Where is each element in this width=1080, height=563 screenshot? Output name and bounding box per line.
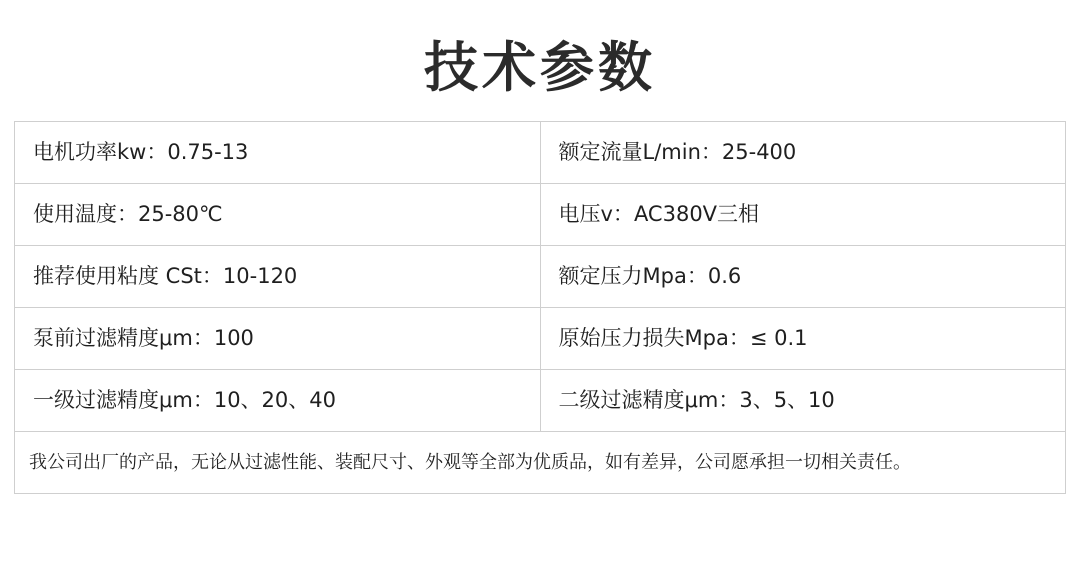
spec-label: 电机功率kw： bbox=[33, 140, 168, 165]
spec-cell bbox=[540, 308, 1066, 370]
spec-cell bbox=[15, 184, 541, 246]
table-row-note bbox=[15, 432, 1066, 494]
page-title: 技术参数 bbox=[424, 36, 656, 99]
spec-cell bbox=[15, 370, 541, 432]
spec-cell bbox=[15, 122, 541, 184]
spec-label: 使用温度： bbox=[33, 202, 138, 227]
spec-value: 25-400 bbox=[721, 140, 797, 165]
spec-value: 0.75-13 bbox=[167, 140, 249, 165]
spec-label: 原始压力损失Mpa： bbox=[558, 326, 750, 351]
spec-label: 额定压力Mpa： bbox=[558, 264, 708, 289]
spec-label: 一级过滤精度μm： bbox=[33, 388, 214, 413]
spec-cell bbox=[540, 184, 1066, 246]
table-row bbox=[15, 122, 1066, 184]
spec-cell bbox=[540, 122, 1066, 184]
spec-label: 额定流量L/min： bbox=[558, 140, 722, 165]
quality-note: 我公司出厂的产品，无论从过滤性能、装配尺寸、外观等全部为优质品，如有差异，公司愿承担一切相关责任。 bbox=[15, 432, 1066, 494]
spec-value: 10、20、40 bbox=[213, 388, 336, 413]
spec-value: AC380V三相 bbox=[633, 202, 760, 227]
spec-cell bbox=[15, 308, 541, 370]
spec-value: 3、5、10 bbox=[739, 388, 835, 413]
spec-label: 电压v： bbox=[558, 202, 634, 227]
table-row bbox=[15, 308, 1066, 370]
spec-value: ≤ 0.1 bbox=[749, 326, 808, 351]
spec-cell bbox=[540, 246, 1066, 308]
spec-cell bbox=[15, 246, 541, 308]
spec-value: 0.6 bbox=[707, 264, 742, 289]
spec-label: 推荐使用粘度 CSt： bbox=[33, 264, 223, 289]
spec-label: 泵前过滤精度μm： bbox=[33, 326, 214, 351]
spec-value: 10-120 bbox=[222, 264, 298, 289]
spec-value: 100 bbox=[213, 326, 254, 351]
spec-value: 25-80℃ bbox=[138, 202, 223, 227]
table-row bbox=[15, 184, 1066, 246]
technical-parameters-table bbox=[14, 121, 1066, 494]
table-row bbox=[15, 246, 1066, 308]
spec-cell bbox=[540, 370, 1066, 432]
table-row bbox=[15, 370, 1066, 432]
spec-label: 二级过滤精度μm： bbox=[558, 388, 740, 413]
